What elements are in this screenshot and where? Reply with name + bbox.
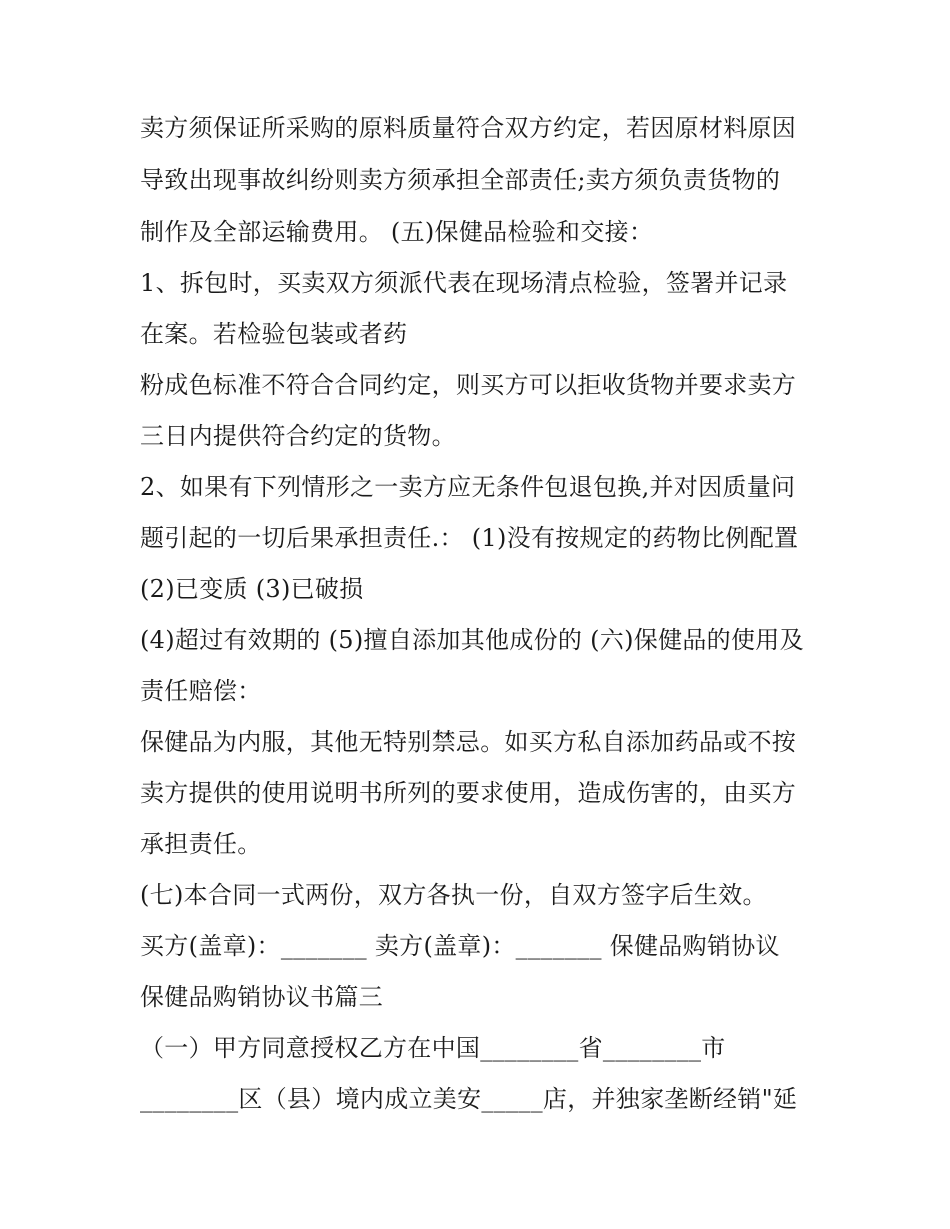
text-line: （一）甲方同意授权乙方在中国________省________市: [140, 1034, 726, 1062]
text-line: 制作及全部运输费用。 (五)保健品检验和交接：: [140, 218, 654, 246]
text-line: (七)本合同一式两份，双方各执一份，自双方签字后生效。: [140, 881, 767, 909]
text-line: 导致出现事故纠纷则卖方须承担全部责任;卖方须负责货物的: [140, 166, 781, 194]
text-line: 保健品购销协议书篇三: [140, 983, 383, 1011]
text-line: 买方(盖章)：_______ 卖方(盖章)：_______ 保健品购销协议: [140, 932, 780, 960]
text-line: 1、拆包时，买卖双方须派代表在现场清点检验，签署并记录: [140, 269, 788, 297]
text-line: 2、如果有下列情形之一卖方应无条件包退包换,并对因质量问: [140, 473, 796, 501]
text-line: 题引起的一切后果承担责任.： (1)没有按规定的药物比例配置: [140, 524, 799, 552]
text-line: (2)已变质 (3)已破损: [140, 575, 364, 603]
text-line: 在案。若检验包装或者药: [140, 320, 408, 348]
text-line: 保健品为内服，其他无特别禁忌。如买方私自添加药品或不按: [140, 728, 797, 756]
text-line: 粉成色标准不符合合同约定，则买方可以拒收货物并要求卖方: [140, 371, 797, 399]
text-line: ________区（县）境内成立美安_____店，并独家垄断经销"延: [140, 1085, 798, 1113]
text-line: 责任赔偿：: [140, 677, 262, 705]
text-line: (4)超过有效期的 (5)擅自添加其他成份的 (六)保健品的使用及: [140, 626, 804, 654]
text-line: 卖方须保证所采购的原料质量符合双方约定，若因原材料原因: [140, 114, 797, 142]
text-line: 承担责任。: [140, 830, 262, 858]
text-line: 卖方提供的使用说明书所列的要求使用，造成伤害的，由买方: [140, 779, 797, 807]
text-line: 三日内提供符合约定的货物。: [140, 422, 456, 450]
